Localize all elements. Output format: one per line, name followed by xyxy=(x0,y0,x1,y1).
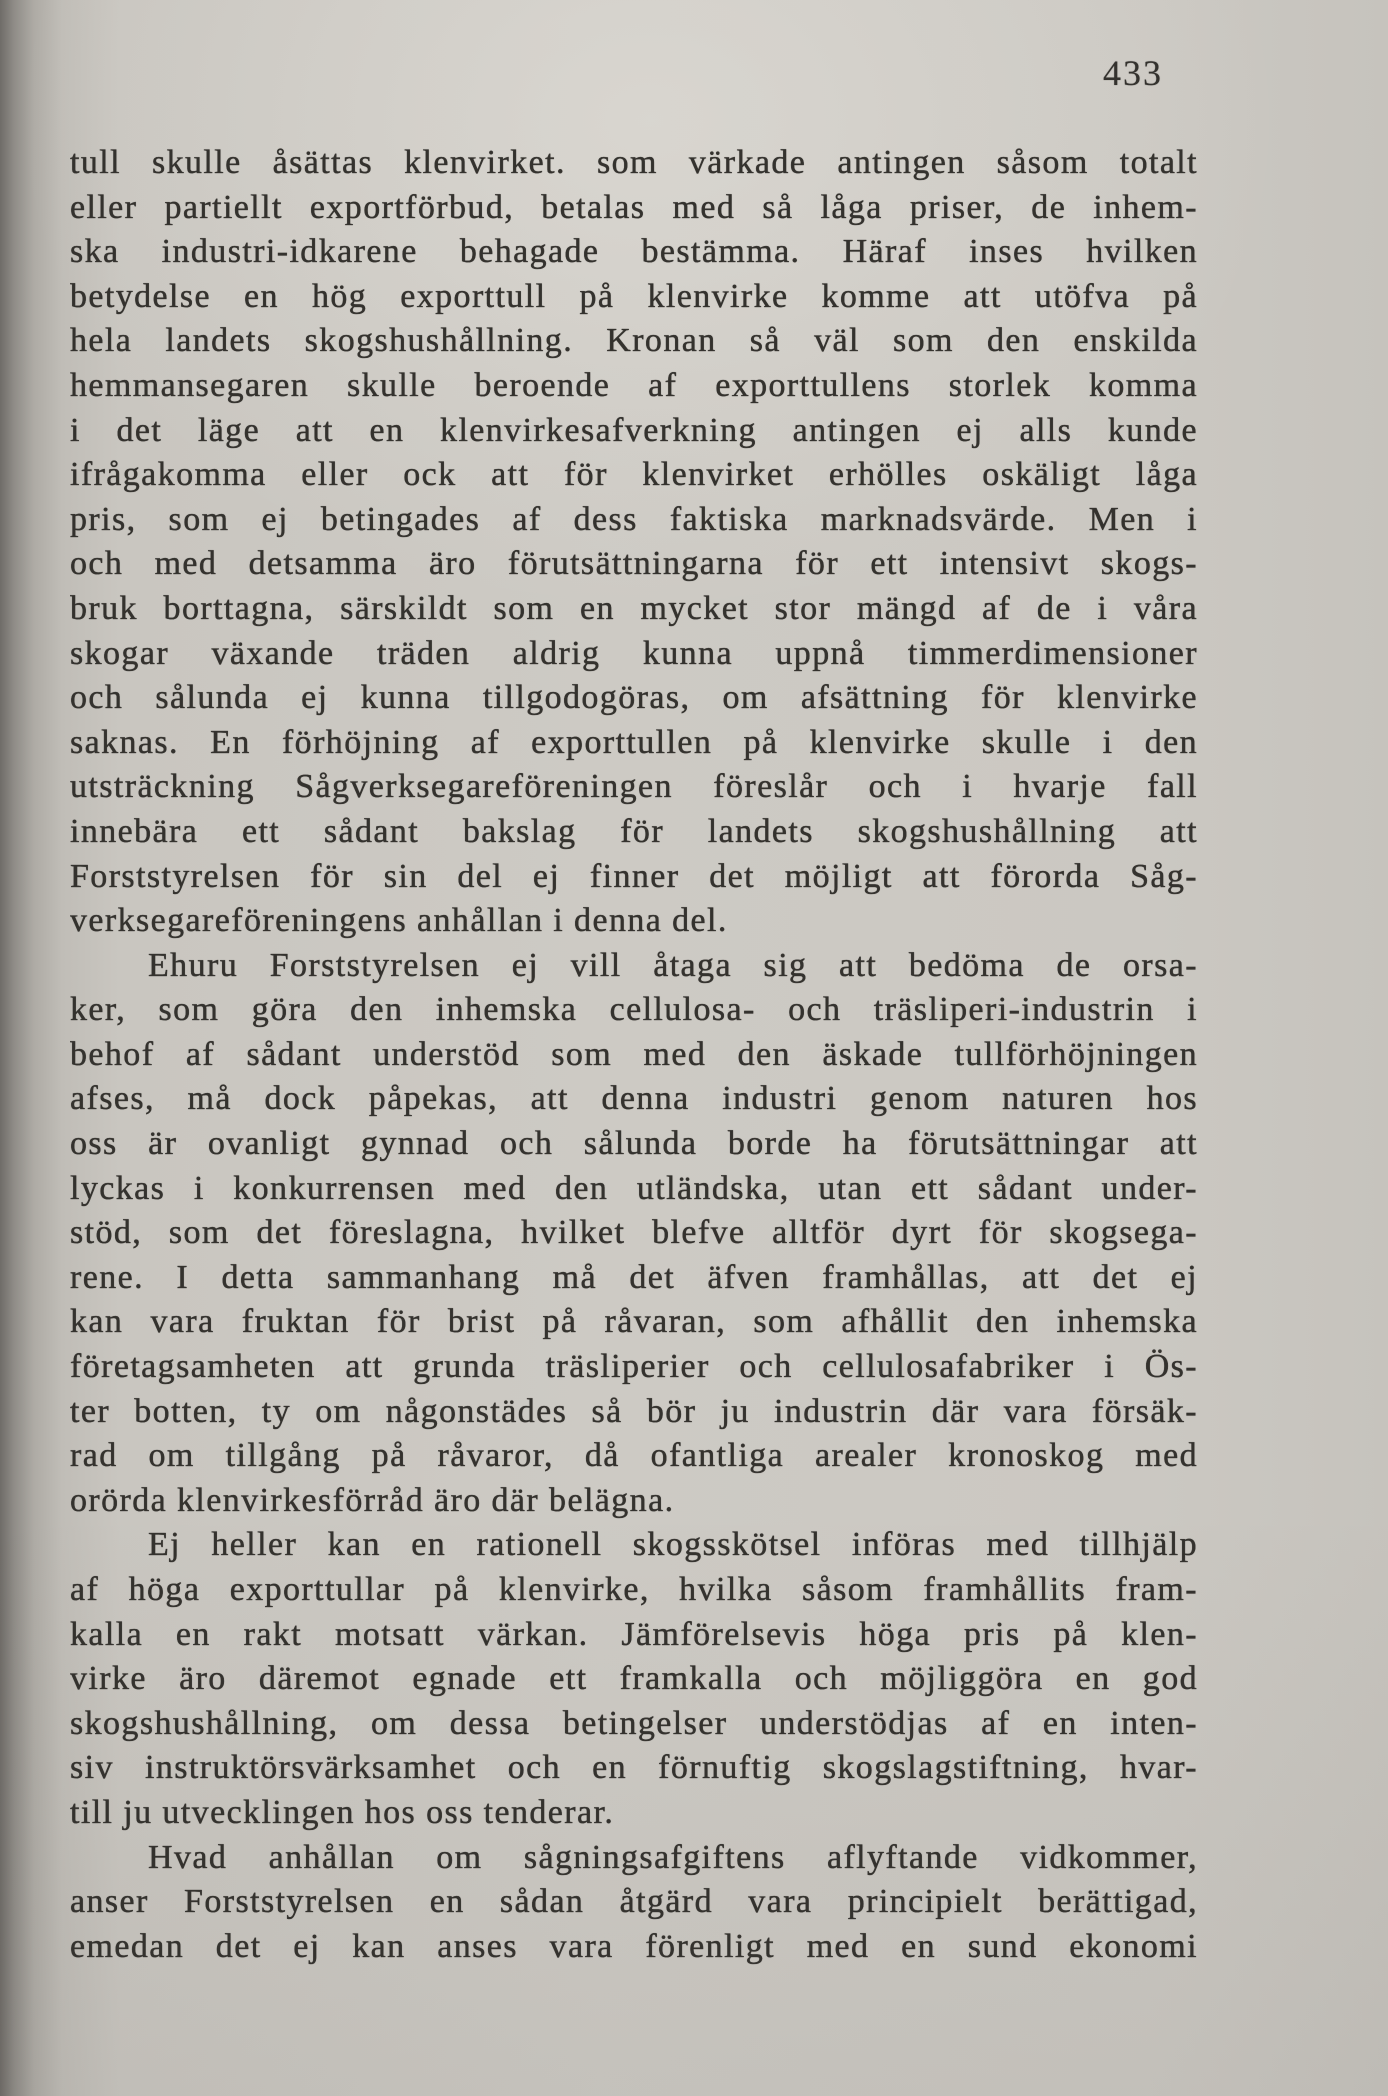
text-line: af höga exporttullar på klenvirke, hvilka såsom framhållits fram- xyxy=(70,1571,1198,1608)
page-number: 433 xyxy=(1103,53,1163,93)
text-line: Ehuru Forststyrelsen ej vill åtaga sig att bedöma de orsa- xyxy=(148,946,1198,984)
text-line: afses, må dock påpekas, att denna industri genom naturen hos xyxy=(70,1080,1198,1118)
text-line: utsträckning Sågverksegareföreningen föreslår och i hvarje fall xyxy=(70,768,1198,806)
paragraph xyxy=(70,1523,1198,1835)
text-line: emedan det ej kan anses vara förenligt med en sund ekonomi xyxy=(70,1927,1198,1965)
text-line: skogshushållning, om dessa betingelser understödjas af en inten- xyxy=(70,1704,1198,1742)
text-line: och sålunda ej kunna tillgodogöras, om afsättning för klenvirke xyxy=(70,679,1198,717)
text-line: ska industri-idkarene behagade bestämma. Häraf inses hvilken xyxy=(70,233,1198,271)
text-line: siv instruktörsvärksamhet och en förnuftig skogslagstiftning, hvar- xyxy=(70,1749,1198,1787)
text-line: ifrågakomma eller ock att för klenvirket erhölles oskäligt låga xyxy=(70,456,1198,494)
text-line: hela landets skogshushållning. Kronan så väl som den enskilda xyxy=(70,322,1198,360)
text-line: Hvad anhållan om sågningsafgiftens aflyftande vidkommer, xyxy=(148,1838,1198,1876)
paragraph xyxy=(70,1836,1198,1970)
text-column xyxy=(70,141,1198,1969)
text-line: till ju utvecklingen hos oss tenderar. xyxy=(70,1793,615,1831)
text-line: kan vara fruktan för brist på råvaran, som afhållit den inhemska xyxy=(70,1303,1198,1341)
text-line: pris, som ej betingades af dess faktiska marknadsvärde. Men i xyxy=(70,500,1198,538)
text-line: bruk borttagna, särskildt som en mycket stor mängd af de i våra xyxy=(70,589,1198,627)
text-line: tull skulle åsättas klenvirket. som värkade antingen såsom totalt xyxy=(70,144,1198,181)
text-line: rene. I detta sammanhang må det äfven framhållas, att det ej xyxy=(70,1258,1198,1296)
text-line: anser Forststyrelsen en sådan åtgärd vara principielt berättigad, xyxy=(70,1883,1198,1921)
text-line: virke äro däremot egnade ett framkalla och möjliggöra en god xyxy=(70,1660,1198,1698)
text-line: innebära ett sådant bakslag för landets skogshushållning att xyxy=(70,812,1198,850)
text-line: saknas. En förhöjning af exporttullen på klenvirke skulle i den xyxy=(70,723,1198,761)
paragraph xyxy=(70,141,1198,944)
text-line: företagsamheten att grunda träsliperier och cellulosafabriker i Ös- xyxy=(70,1348,1198,1386)
text-line: kalla en rakt motsatt värkan. Jämförelsevis höga pris på klen- xyxy=(70,1615,1198,1653)
text-line: och med detsamma äro förutsättningarna för ett intensivt skogs- xyxy=(70,545,1198,583)
text-line: behof af sådant understöd som med den äskade tullförhöjningen xyxy=(70,1035,1198,1073)
text-line: skogar växande träden aldrig kunna uppnå timmerdimensioner xyxy=(70,634,1198,672)
text-line: betydelse en hög exporttull på klenvirke komme att utöfva på xyxy=(70,277,1198,315)
text-line: verksegareföreningens anhållan i denna del. xyxy=(70,902,728,940)
text-line: Forststyrelsen för sin del ej finner det möjligt att förorda Såg- xyxy=(70,857,1198,895)
text-line: stöd, som det föreslagna, hvilket blefve alltför dyrt för skogsega- xyxy=(70,1214,1198,1252)
text-line: i det läge att en klenvirkesafverkning antingen ej alls kunde xyxy=(70,411,1198,449)
text-line: orörda klenvirkesförråd äro där belägna. xyxy=(70,1481,675,1519)
text-line: Ej heller kan en rationell skogsskötsel införas med tillhjälp xyxy=(148,1526,1198,1564)
text-line: rad om tillgång på råvaror, då ofantliga arealer kronoskog med xyxy=(70,1437,1198,1475)
text-line: lyckas i konkurrensen med den utländska, utan ett sådant under- xyxy=(70,1169,1198,1207)
text-line: ker, som göra den inhemska cellulosa- och träsliperi-industrin i xyxy=(70,991,1198,1029)
paragraph xyxy=(70,944,1198,1524)
text-line: eller partiellt exportförbud, betalas med så låga priser, de inhem- xyxy=(70,188,1198,226)
text-line: oss är ovanligt gynnad och sålunda borde ha förutsättningar att xyxy=(70,1125,1198,1163)
text-line: ter botten, ty om någonstädes så bör ju industrin där vara försäk- xyxy=(70,1392,1198,1430)
text-line: hemmansegaren skulle beroende af exporttullens storlek komma xyxy=(70,366,1198,404)
